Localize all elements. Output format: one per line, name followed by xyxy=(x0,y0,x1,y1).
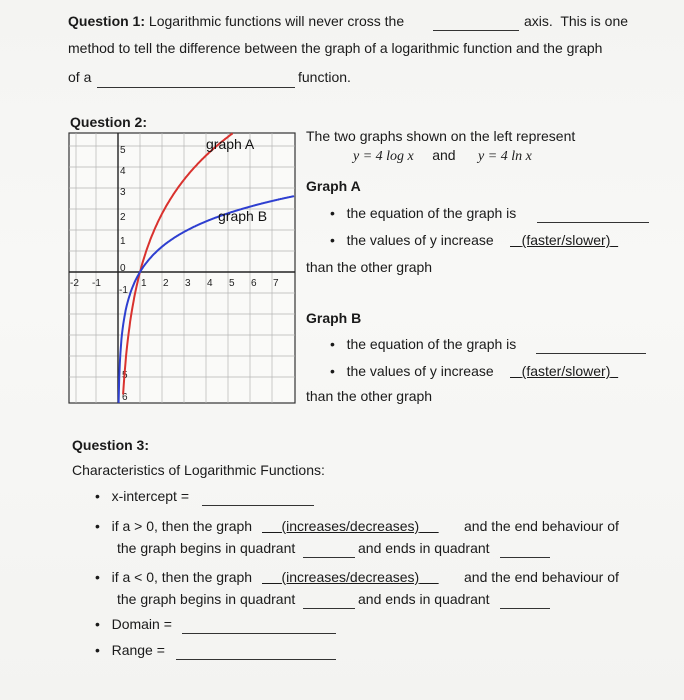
q1-line3-end: function. xyxy=(298,69,351,85)
equation-1: y = 4 log x xyxy=(353,149,414,164)
q3-aneg-text: if a < 0, then the graph xyxy=(111,569,253,585)
x-tick-3: 3 xyxy=(185,278,191,289)
graph-frame xyxy=(69,133,295,403)
q3-aneg-choice[interactable] xyxy=(262,569,439,585)
q3-aneg-begins: the graph begins in quadrant xyxy=(117,591,296,607)
q1-line3-start: of a xyxy=(68,69,92,85)
q2-intro: The two graphs shown on the left represent xyxy=(306,128,576,144)
q3-aneg-begin-blank[interactable] xyxy=(303,594,355,609)
q3-aneg-ends: and ends in quadrant xyxy=(358,591,490,607)
q3-range-blank[interactable] xyxy=(176,645,336,660)
equation-and: and xyxy=(432,147,456,163)
y-tick-3: 3 xyxy=(120,187,126,198)
graph-b-eq-text: the equation of the graph is xyxy=(346,336,517,352)
q3-xint-blank[interactable] xyxy=(202,491,314,506)
x-tick-neg2: -2 xyxy=(70,278,79,289)
y-tick-neg1: -1 xyxy=(119,285,128,296)
graph-a-eq-blank[interactable] xyxy=(537,208,649,223)
q1-axis-word: axis. xyxy=(524,13,553,29)
q2-equations xyxy=(353,147,532,165)
graph-a-eq-text: the equation of the graph is xyxy=(346,205,517,221)
graph-a-bullet-2: • the values of y increase xyxy=(330,232,494,248)
q3-aneg-line1: • if a < 0, then the graph xyxy=(95,569,253,585)
q1-line1 xyxy=(68,13,404,29)
q3-apos-end: and the end behaviour of xyxy=(464,518,619,534)
q3-xint: • x-intercept = xyxy=(95,488,190,504)
graph-b-increase-text: the values of y increase xyxy=(346,363,494,379)
q3-aneg-choice-text: (increases/decreases) xyxy=(281,569,420,585)
q3-apos-choice-text: (increases/decreases) xyxy=(281,518,420,534)
graph-b-tail: than the other graph xyxy=(306,388,433,404)
graph-a-title: Graph A xyxy=(306,178,361,194)
q3-domain: • Domain = xyxy=(95,616,172,632)
q1-line2: method to tell the difference between the graph of a logarithmic function and the graph xyxy=(68,40,603,56)
graph-a-tail: than the other graph xyxy=(306,259,433,275)
q3-apos-begins: the graph begins in quadrant xyxy=(117,540,296,556)
q3-subtitle: Characteristics of Logarithmic Functions: xyxy=(72,462,325,478)
q3-range: • Range = xyxy=(95,642,165,658)
graph-a-choice[interactable] xyxy=(510,232,618,248)
graph-b-bullet-2: • the values of y increase xyxy=(330,363,494,379)
y-tick-neg5: 5 xyxy=(122,370,128,381)
q2-label: Question 2: xyxy=(70,114,148,130)
q3-apos-choice[interactable] xyxy=(262,518,439,534)
graph-b-bullet-1: • the equation of the graph is xyxy=(330,336,517,352)
q3-apos-line1: • if a > 0, then the graph xyxy=(95,518,253,534)
q3-domain-text: Domain = xyxy=(111,616,172,632)
q1-label: Question 1: xyxy=(68,13,146,29)
graph-b-title: Graph B xyxy=(306,310,362,326)
x-tick-5: 5 xyxy=(229,278,235,289)
x-tick-1: 1 xyxy=(141,278,147,289)
y-tick-5: 5 xyxy=(120,145,126,156)
y-tick-1: 1 xyxy=(120,236,126,247)
x-tick-2: 2 xyxy=(163,278,169,289)
graph-a-label: graph A xyxy=(206,136,255,152)
q3-label: Question 3: xyxy=(72,437,150,453)
graph-a-increase-text: the values of y increase xyxy=(346,232,494,248)
q1-text-1: Logarithmic functions will never cross the xyxy=(148,13,405,29)
y-tick-2: 2 xyxy=(120,212,126,223)
x-tick-7: 7 xyxy=(273,278,279,289)
x-tick-4: 4 xyxy=(207,278,213,289)
graph-b-eq-blank[interactable] xyxy=(536,339,646,354)
q3-apos-ends: and ends in quadrant xyxy=(358,540,490,556)
q1-blank-function[interactable] xyxy=(97,73,295,88)
q1-line1-end xyxy=(524,13,628,29)
y-tick-4: 4 xyxy=(120,166,126,177)
q3-apos-text: if a > 0, then the graph xyxy=(111,518,253,534)
graph-b-label: graph B xyxy=(218,208,268,224)
q1-blank-axis[interactable] xyxy=(433,16,519,31)
q3-apos-end-blank[interactable] xyxy=(500,543,550,558)
graph-a-choice-text: (faster/slower) xyxy=(521,232,611,248)
x-tick-0: 0 xyxy=(120,263,126,274)
equation-2: y = 4 ln x xyxy=(478,149,532,164)
q3-xint-text: x-intercept = xyxy=(111,488,190,504)
q1-tail: This is one xyxy=(560,13,629,29)
x-tick-6: 6 xyxy=(251,278,257,289)
q3-apos-begin-blank[interactable] xyxy=(303,543,355,558)
x-tick-neg1: -1 xyxy=(92,278,101,289)
q3-domain-blank[interactable] xyxy=(182,619,336,634)
graph-b-choice[interactable] xyxy=(510,363,618,379)
graph-a-bullet-1: • the equation of the graph is xyxy=(330,205,517,221)
y-tick-neg6: 6 xyxy=(122,392,128,403)
q3-aneg-end: and the end behaviour of xyxy=(464,569,619,585)
q3-range-text: Range = xyxy=(111,642,165,658)
log-graph xyxy=(68,132,296,404)
graph-b-choice-text: (faster/slower) xyxy=(521,363,611,379)
q3-aneg-end-blank[interactable] xyxy=(500,594,550,609)
